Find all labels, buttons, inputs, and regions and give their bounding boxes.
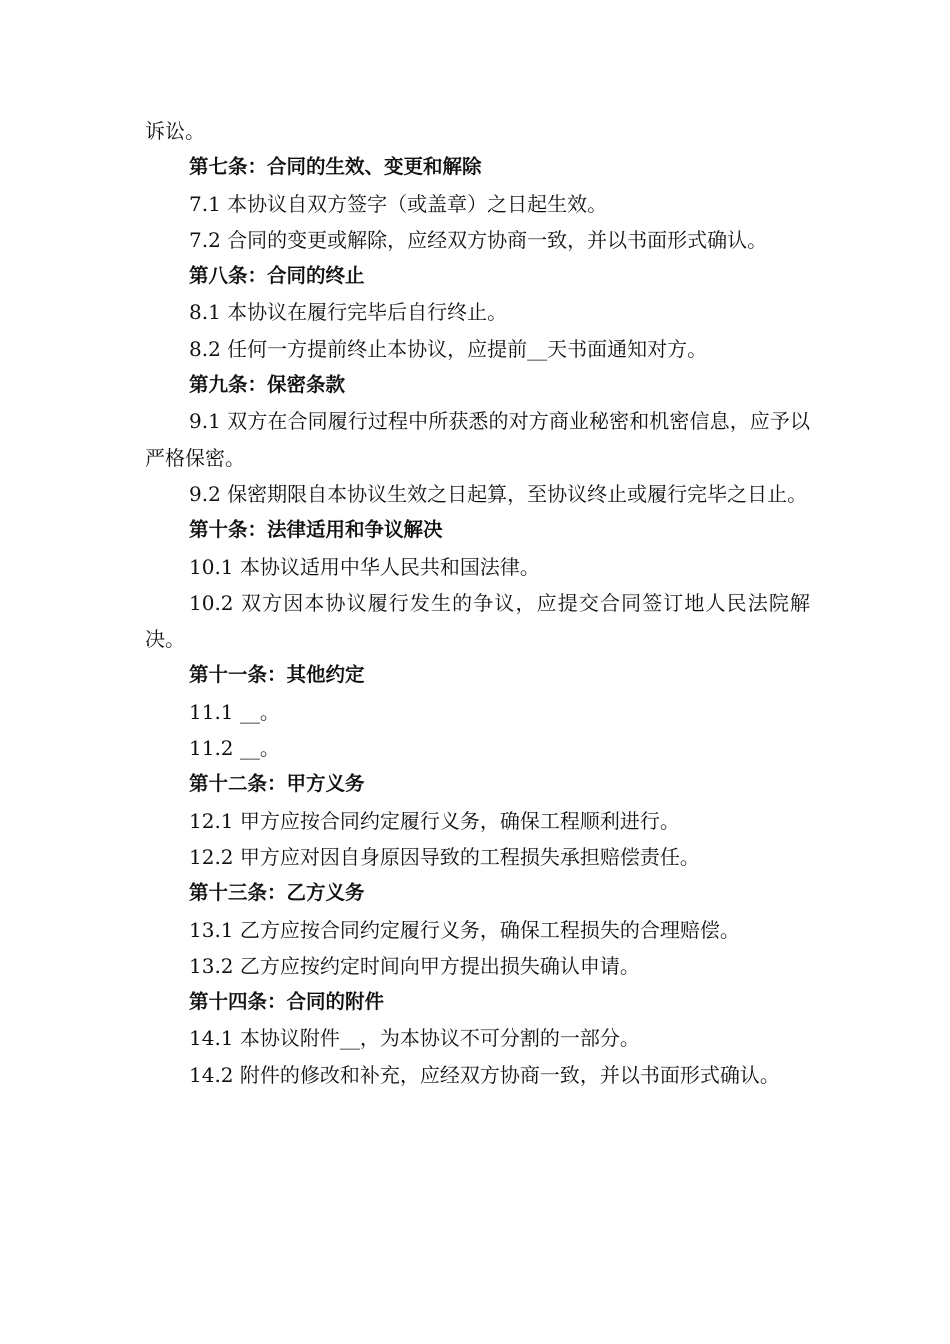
clause-10-1: 10.1 本协议适用中华人民共和国法律。: [189, 554, 540, 579]
article-7-heading: 第七条：合同的生效、变更和解除: [189, 155, 482, 179]
document-page: [145, 113, 810, 1093]
article-9-heading: 第九条：保密条款: [189, 373, 346, 397]
clause-7-2: 7.2 合同的变更或解除，应经双方协商一致，并以书面形式确认。: [189, 227, 768, 252]
clause-11-2: 11.2 __。: [189, 736, 280, 761]
article-8-heading: 第八条：合同的终止: [189, 264, 365, 288]
clause-9-1: 9.1 双方在合同履行过程中所获悉的对方商业秘密和机密信息，应予以严格保密。: [145, 409, 810, 470]
clause-11-1: 11.1 __。: [189, 699, 280, 724]
clause-14-1: 14.1 本协议附件__，为本协议不可分割的一部分。: [189, 1026, 640, 1051]
clause-10-2: 10.2 双方因本协议履行发生的争议，应提交合同签订地人民法院解决。: [145, 590, 810, 652]
clause-12-2: 12.2 甲方应对因自身原因导致的工程损失承担赔偿责任。: [189, 844, 700, 869]
article-14-heading: 第十四条：合同的附件: [189, 990, 385, 1014]
clause-9-2: 9.2 保密期限自本协议生效之日起算，至协议终止或履行完毕之日止。: [189, 481, 808, 506]
clause-8-1: 8.1 本协议在履行完毕后自行终止。: [189, 300, 508, 325]
clause-13-2: 13.2 乙方应按约定时间向甲方提出损失确认申请。: [189, 953, 640, 978]
article-13-heading: 第十三条：乙方义务: [189, 881, 365, 905]
clause-12-1: 12.1 甲方应按合同约定履行义务，确保工程顺利进行。: [189, 808, 680, 833]
clause-7-1: 7.1 本协议自双方签字（或盖章）之日起生效。: [189, 191, 608, 216]
clause-13-1: 13.1 乙方应按合同约定履行义务，确保工程损失的合理赔偿。: [189, 917, 740, 942]
article-10-heading: 第十条：法律适用和争议解决: [189, 518, 443, 542]
continuation-text: 诉讼。: [145, 119, 205, 143]
article-12-heading: 第十二条：甲方义务: [189, 772, 365, 796]
article-11-heading: 第十一条：其他约定: [189, 663, 365, 687]
clause-8-2: 8.2 任何一方提前终止本协议，应提前__天书面通知对方。: [189, 336, 708, 361]
clause-14-2: 14.2 附件的修改和补充，应经双方协商一致，并以书面形式确认。: [189, 1062, 780, 1087]
